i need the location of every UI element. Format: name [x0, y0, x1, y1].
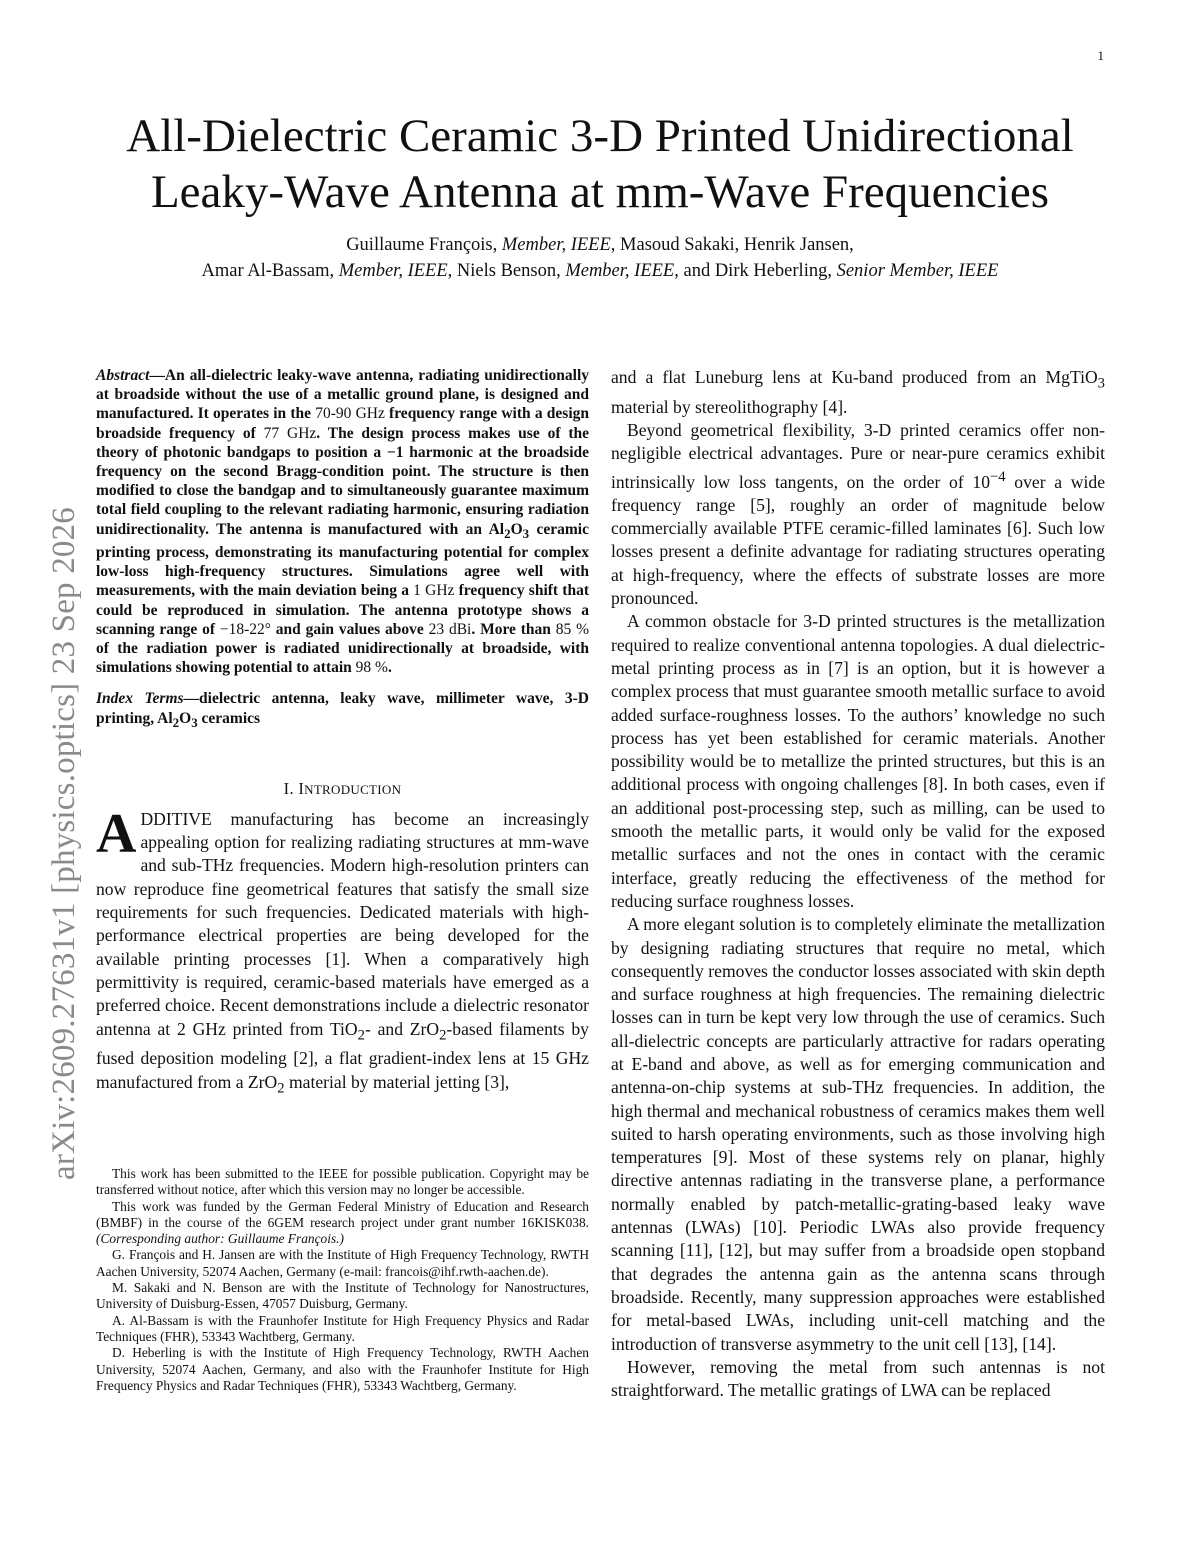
section-title-initial: I	[298, 778, 305, 798]
author-membership: Member, IEEE	[501, 235, 611, 255]
abstract-math: 23 dBi	[428, 620, 472, 638]
page-number: 1	[1097, 48, 1104, 63]
inline-math: 10	[972, 471, 990, 492]
footnotes	[96, 1166, 589, 1394]
abstract-text: . The design process makes use of the theory of photonic bandgaps to position a −1 harmonic at the broadside frequency on the second Bragg-condition point. The structure is then modified to close the bandgap and to simultaneously guarantee maximum total field coupling to the relevant radiating harmonic, ensuring radiation unidirectionality. The antenna is manufactured with an Al	[96, 424, 589, 538]
footnote-funding	[96, 1199, 589, 1248]
index-terms-dash: —	[183, 690, 200, 708]
author-membership: Member, IEEE	[338, 261, 448, 281]
body-text: manufactured from a ZrO	[96, 1071, 278, 1092]
author-text: , Niels Benson,	[447, 261, 566, 281]
index-terms-text: ceramics	[197, 709, 261, 727]
abstract-text: and gain values above	[270, 620, 429, 638]
subscript: 3	[522, 525, 530, 541]
paper-title	[80, 108, 1120, 220]
title-line-2: Leaky-Wave Antenna at mm-Wave Frequencies	[150, 166, 1050, 218]
inline-math: 15 GHz	[531, 1048, 589, 1069]
subscript: 2	[439, 1027, 447, 1044]
abstract-math: 98 %	[355, 659, 388, 677]
abstract-math: 85 %	[555, 620, 589, 638]
subscript: 2	[277, 1080, 285, 1097]
footnote-text: This work was funded by the German Federal Ministry of Education and Research (BMBF) in the course of the 6GEM research project under grant number 16KISK038.	[96, 1198, 589, 1230]
superscript: −4	[990, 468, 1006, 485]
abstract-text: frequency shift that could be reproduced in simulation. The antenna prototype shows a scanning range of	[96, 582, 589, 638]
abstract-text: . More than	[471, 620, 556, 638]
index-terms	[96, 689, 589, 732]
subscript: 2	[357, 1027, 365, 1044]
abstract-text: of the radiation power is radiated unidirectionally at broadside, with simulations showing potential to attain	[96, 639, 589, 677]
abstract-text: An all-dielectric leaky-wave antenna, radiating unidirectionally at broadside without the use of a metallic ground plane, is designed and manufactured. It operates in the	[96, 367, 589, 423]
author-line-1	[60, 232, 1140, 258]
author-membership: Senior Member, IEEE	[836, 261, 999, 281]
author-text: , Masoud Sakaki, Henrik Jansen,	[610, 235, 854, 255]
body-text: - and ZrO	[364, 1018, 440, 1039]
body-text: Beyond geometrical flexibility, 3-D printed ceramics offer non-negligible electrical advantages. Pure or near-pure ceramics exhibit intrinsically low loss tangents, on the order of	[611, 420, 1105, 492]
abstract-math: 77 GHz	[263, 424, 317, 442]
author-membership: Member, IEEE	[565, 261, 675, 281]
section-number: I.	[283, 778, 299, 798]
footnote-affiliation-4: D. Heberling is with the Institute of High Frequency Technology, RWTH Aachen University, 52074 Aachen, Germany, and also with the Fraunhofer Institute for High Frequency Physics and Radar Techniques (FHR), 53343 Wachtberg, Germany.	[96, 1345, 589, 1393]
footnote-affiliation-3: A. Al-Bassam is with the Fraunhofer Institute for High Frequency Physics and Radar Techniques (FHR), 53343 Wachtberg, Germany.	[96, 1312, 589, 1344]
subscript: 3	[1097, 375, 1105, 392]
index-terms-text: dielectric antenna, leaky wave, millimeter wave, 3-D printing, Al	[96, 690, 589, 727]
author-text: Amar Al-Bassam,	[201, 261, 339, 281]
body-text: material by material jetting [3],	[284, 1071, 510, 1092]
abstract-math: −18-22°	[219, 620, 271, 638]
footnote-affiliation-2: M. Sakaki and N. Benson are with the Institute of Technology for Nanostructures, University of Duisburg-Essen, 47057 Duisburg, Germany.	[96, 1280, 589, 1312]
right-column	[611, 366, 1105, 1402]
corresponding-author: (Corresponding author: Guillaume François.)	[96, 1231, 344, 1247]
subscript: 2	[172, 714, 180, 730]
intro-paragraph-2	[611, 419, 1105, 610]
left-column	[96, 366, 589, 1100]
drop-cap: A	[96, 802, 137, 865]
abstract-text: ceramic printing process, demonstrating its manufacturing potential for complex low-loss high-frequency structures. Simulations agree well with measurements, with the main deviation being a	[96, 520, 589, 600]
abstract-dash: —	[149, 367, 165, 384]
author-line-2	[60, 258, 1140, 284]
subscript: 2	[504, 525, 511, 541]
title-line-1: All-Dielectric Ceramic 3-D Printed Unidirectional	[126, 110, 1074, 162]
intro-paragraph-4: A more elegant solution is to completely eliminate the metallization by designing radiating structures that require no metal, which consequently removes the conductor losses associated with skin depth and surface roughness at high frequencies. The remaining dielectric losses can in turn be kept very low through the use of ceramics. Such all-dielectric concepts are particularly attractive for radars operating at E-band and above, as well as for emerging communication and antenna-on-chip systems at sub-THz frequencies. In addition, the high thermal and mechanical robustness of ceramics makes them well suited to harsh operating environments, such as those involving high temperatures [9]. Most of these systems rely on planar, highly directive antennas radiating in the transverse plane, a performance normally enabled by patch-metallic-grating-based leaky wave antennas (LWAs) [10]. Periodic LWAs also provide frequency scanning [11], [12], but may suffer from a broadside open stopband that degrades the antenna gain as the antenna scans through broadside. Recently, many suppression approaches were established for metal-based LWAs, including unit-cell matching and the introduction of transverse asymmetry to the unit cell [13], [14].	[611, 914, 1105, 1354]
author-text: Guillaume François,	[346, 235, 502, 255]
body-text: DDITIVE manufacturing has become an increasingly appealing option for realizing radiating structures at mm-wave and sub-THz frequencies. Modern high-resolution printers can now reproduce fine geometrical features that satisfy the small size requirements for such frequencies. Dedicated materials with high-performance electrical properties are being developed for the available printing processes [1]. When a comparatively high permittivity is required, ceramic-based materials have emerged as a preferred choice. Recent demonstrations include a dielectric resonator antenna at	[96, 808, 589, 1039]
body-text: printed from TiO	[225, 1018, 358, 1039]
abstract-text: .	[387, 659, 392, 677]
footnote-submission: This work has been submitted to the IEEE for possible publication. Copyright may be transferred without notice, after which this version may no longer be accessible.	[96, 1166, 589, 1198]
body-text: -based filaments by fused deposition modeling [2], a flat gradient-index lens at	[96, 1018, 589, 1069]
abstract-math: 70-90 GHz	[315, 405, 385, 423]
body-text: over a wide frequency range [5], roughly an order of magnitude below commercially available PTFE ceramic-filled laminates [6]. Such low losses present a definite advantage for radiating structures operating at high-frequency, where the effects of substrate losses are more pronounced.	[611, 471, 1105, 609]
inline-math: 2 GHz	[176, 1018, 226, 1039]
section-title-rest: NTRODUCTION	[304, 781, 402, 797]
abstract	[96, 366, 589, 677]
section-heading-introduction	[96, 779, 589, 799]
index-terms-label: Index Terms	[96, 690, 184, 708]
body-text: and a flat Luneburg lens at Ku-band produced from an MgTiO	[611, 367, 1098, 387]
abstract-label: Abstract	[96, 367, 150, 384]
intro-paragraph-5: However, removing the metal from such antennas is not straightforward. The metallic gratings of LWA can be replaced	[611, 1356, 1105, 1401]
subscript: 3	[191, 714, 198, 730]
author-list	[60, 232, 1140, 284]
footnote-affiliation-1: G. François and H. Jansen are with the Institute of High Frequency Technology, RWTH Aachen University, 52074 Aachen, Germany (e-mail: francois@ihf.rwth-aachen.de).	[96, 1247, 589, 1279]
abstract-math: 1 GHz	[413, 582, 455, 600]
intro-paragraph-1	[96, 802, 589, 1101]
body-text: material by stereolithography [4].	[611, 396, 848, 417]
author-text: , and Dirk Heberling,	[674, 261, 837, 281]
intro-paragraph-3: A common obstacle for 3-D printed structures is the metallization required to realize conventional antenna topologies. A dual dielectric-metal printing process as in [7] is an option, but it is however a complex process that must guarantee smooth metallic surface to avoid added surface-roughness losses. To the authors’ knowledge no such process has yet been established for ceramic materials. Another possibility would be to metallize the printed structures, but this is an additional process with ongoing challenges [8]. In both cases, even if an additional post-processing step, such as milling, can be used to smooth the metallic parts, it would only be valid for the exposed metallic surfaces and not the ones in contact with the ceramic interface, greatly reducing the effectiveness of the method for reducing surface roughness losses.	[611, 611, 1105, 911]
abstract-text: frequency range with a design broadside frequency of	[96, 405, 589, 442]
index-terms-text: O	[179, 709, 192, 727]
arxiv-identifier-stamp: arXiv:2609.27631v1 [physics.optics] 23 Sep 2026	[46, 506, 82, 1180]
abstract-text: O	[510, 520, 523, 538]
intro-paragraph-1-continued	[611, 366, 1105, 419]
